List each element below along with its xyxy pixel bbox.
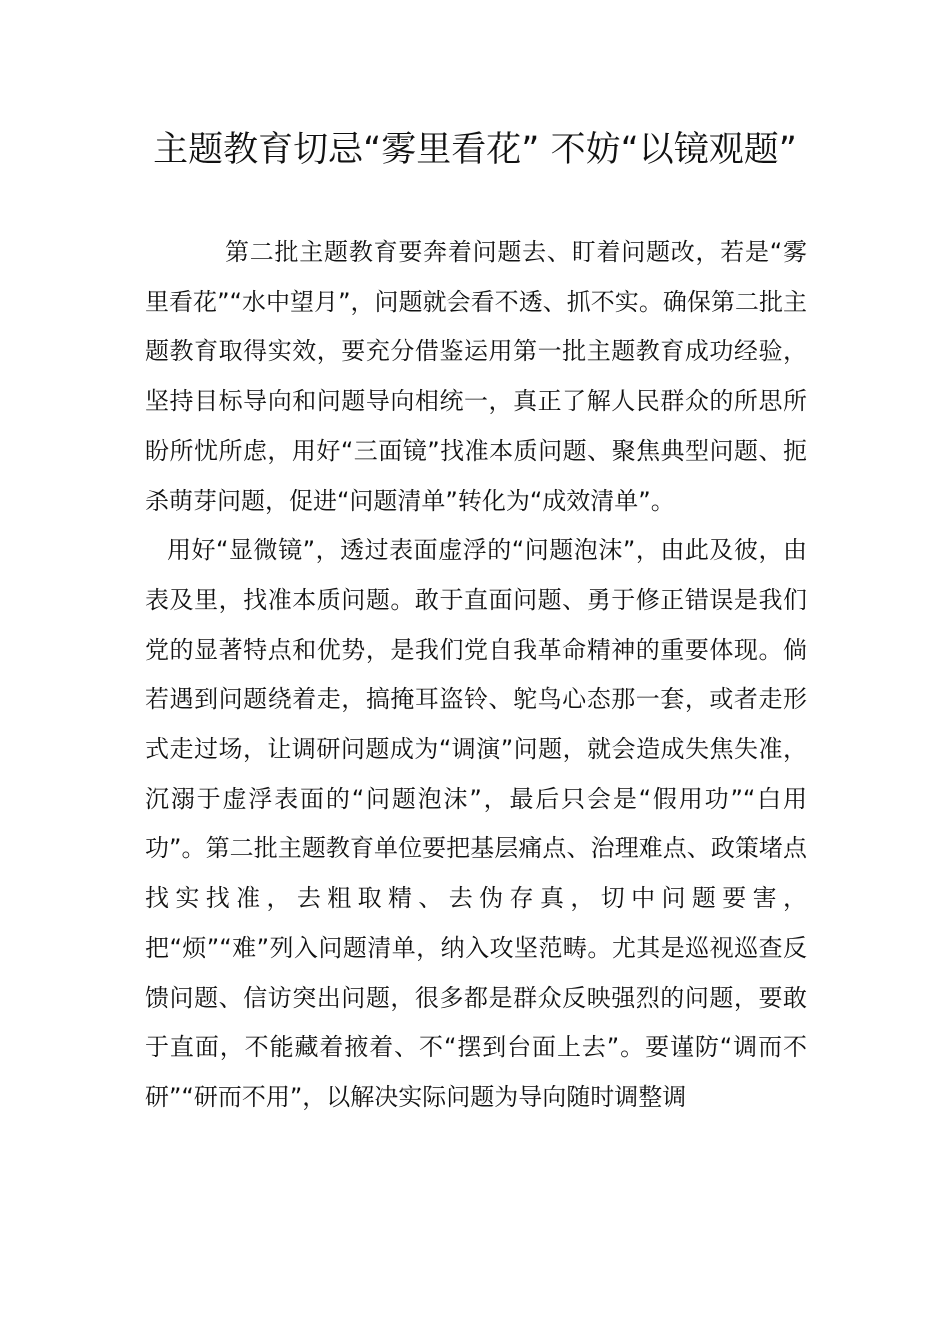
document-title: 主题教育切忌“雾里看花” 不妨“以镜观题”: [153, 130, 797, 170]
paragraph-2: 用好“显微镜”，透过表面虚浮的“问题泡沫”，由此及彼，由表及里，找准本质问题。敢于直面问题、勇于修正错误是我们党的显著特点和优势，是我们党自我革命精神的重要体现。倘若遇到问题绕着走，搞掩耳盗铃、鸵鸟心态那一套，或者走形式走过场，让调研问题成为“调演”问题，就会造成失焦失准，沉溺于虚浮表面的“问题泡沫”，最后只会是“假用功”“白用功”。第二批主题教育单位要把基层痛点、治理难点、政策堵点找实找准，去粗取精、去伪存真，切中问题要害，把“烦”“难”列入问题清单，纳入攻坚范畴。尤其是巡视巡查反馈问题、信访突出问题，很多都是群众反映强烈的问题，要敢于直面，不能藏着掖着、不“摆到台面上去”。要谨防“调而不研”“研而不用”，以解决实际问题为导向随时调整调: [145, 536, 807, 1111]
paragraph-1: 第二批主题教育要奔着问题去、盯着问题改，若是“雾里看花”“水中望月”，问题就会看不透、抓不实。确保第二批主题教育取得实效，要充分借鉴运用第一批主题教育成功经验，坚持目标导向和问题导向相统一，真正了解人民群众的所思所盼所忧所虑，用好“三面镜”找准本质问题、聚焦典型问题、扼杀萌芽问题，促进“问题清单”转化为“成效清单”。: [145, 238, 807, 515]
document-body: [145, 228, 807, 1123]
